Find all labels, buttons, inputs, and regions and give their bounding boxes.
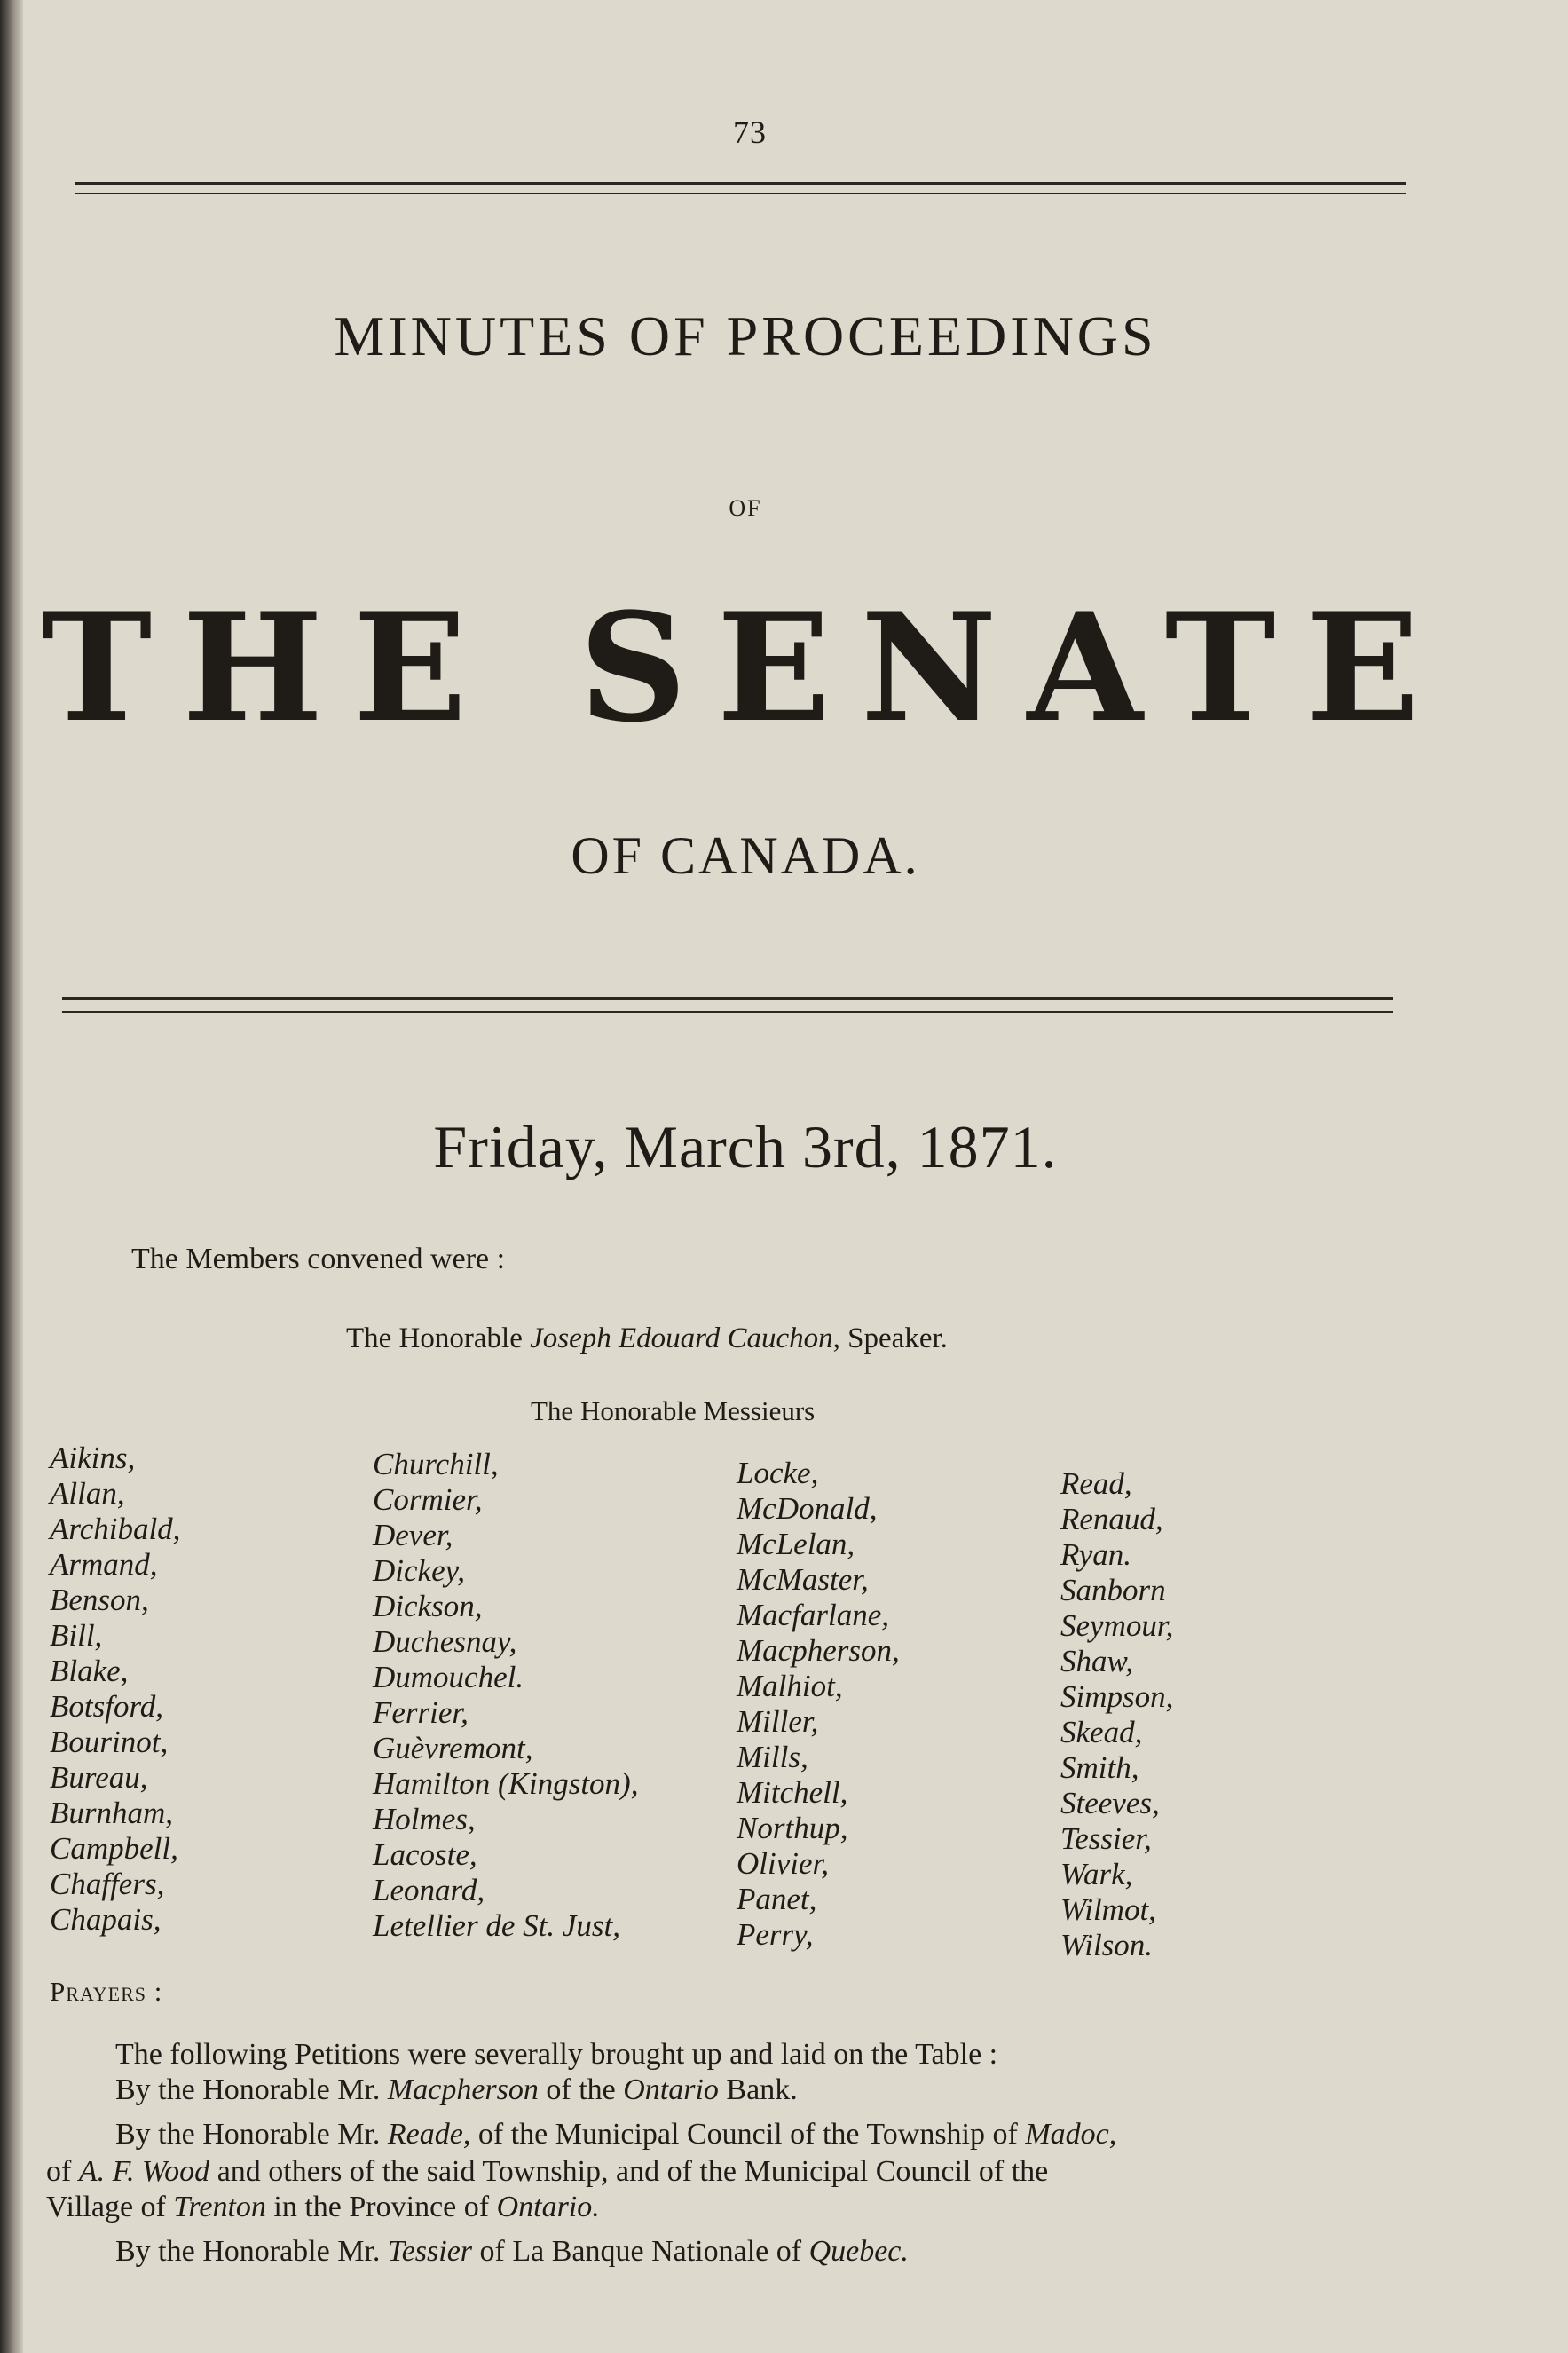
member-name: Perry,	[737, 1917, 814, 1952]
member-name: Guèvremont,	[373, 1731, 533, 1765]
petition-text: By the Honorable Mr.	[115, 2235, 388, 2268]
member-name: Skead,	[1060, 1715, 1143, 1749]
member-name: Ferrier,	[373, 1695, 469, 1730]
members-column-4	[1060, 1466, 1173, 1963]
member-name: Dever,	[373, 1518, 453, 1552]
member-name: Cormier,	[373, 1482, 483, 1517]
member-name: Duchesnay,	[373, 1624, 517, 1659]
member-name: Macpherson,	[737, 1633, 900, 1668]
member-name: Malhiot,	[737, 1669, 843, 1703]
member-name: Blake,	[50, 1654, 129, 1688]
petition-text: and others of the said Township, and of the Municipal Council of the	[209, 2155, 1049, 2188]
member-name: Simpson,	[1060, 1679, 1174, 1714]
prayers-label: Prayers :	[50, 1976, 163, 2007]
heading-the-senate: THE SENATE	[41, 580, 1450, 755]
member-name: Ryan.	[1060, 1537, 1132, 1572]
petition-reade-line-2	[46, 2155, 1048, 2189]
petition-text: of the	[538, 2073, 624, 2106]
member-name: Wilmot,	[1060, 1892, 1156, 1927]
speaker-line	[346, 1323, 948, 1355]
petition-tessier	[115, 2235, 909, 2269]
member-name: Olivier,	[737, 1846, 830, 1881]
petition-macpherson	[115, 2073, 798, 2107]
petition-name: A. F. Wood	[78, 2155, 210, 2188]
heading-minutes: MINUTES OF PROCEEDINGS	[334, 304, 1157, 367]
member-name: Holmes,	[373, 1802, 476, 1836]
member-name: Armand,	[50, 1547, 158, 1582]
petition-text: of La Banque Nationale of	[472, 2235, 809, 2268]
member-name: Dickey,	[373, 1553, 465, 1588]
member-name: Northup,	[737, 1811, 848, 1845]
petition-text: By the Honorable Mr.	[115, 2073, 388, 2106]
member-name: Mitchell,	[737, 1775, 848, 1810]
member-name: Burnham,	[50, 1796, 174, 1830]
member-name: Locke,	[737, 1456, 819, 1490]
member-name: Campbell,	[50, 1831, 178, 1866]
member-name: Hamilton (Kingston),	[373, 1766, 639, 1801]
petition-text: of the Municipal Council of the Township of	[470, 2118, 1026, 2151]
section-rule-top	[62, 997, 1393, 1000]
convened-label: The Members convened were :	[131, 1243, 506, 1275]
member-name: McMaster,	[737, 1562, 869, 1597]
messieurs-label: The Honorable Messieurs	[531, 1395, 816, 1426]
heading-of: OF	[729, 495, 762, 521]
member-name: Dickson,	[373, 1589, 483, 1623]
member-name: Tessier,	[1060, 1821, 1152, 1856]
member-name: Churchill,	[373, 1447, 499, 1481]
member-name: Seymour,	[1060, 1608, 1174, 1643]
petition-name: Tessier	[387, 2235, 473, 2268]
member-name: Bill,	[50, 1618, 103, 1653]
petition-text: Village of	[46, 2191, 174, 2223]
petition-reade-line-3	[46, 2191, 600, 2224]
petition-name: Quebec.	[808, 2235, 909, 2268]
member-name: Dumouchel.	[373, 1660, 524, 1694]
members-column-3	[737, 1456, 900, 1953]
member-name: Miller,	[737, 1704, 819, 1739]
member-name: Shaw,	[1060, 1644, 1133, 1678]
member-name: Bureau,	[50, 1760, 148, 1795]
member-name: Allan,	[50, 1476, 125, 1511]
member-name: Benson,	[50, 1583, 149, 1617]
header-rule-bottom	[75, 193, 1406, 194]
member-name: Smith,	[1060, 1750, 1139, 1785]
member-name: Bourinot,	[50, 1725, 169, 1759]
petition-name: Madoc,	[1025, 2118, 1117, 2151]
member-name: Chaffers,	[50, 1867, 165, 1901]
member-name: Wilson.	[1060, 1928, 1154, 1962]
member-name: Leonard,	[373, 1873, 485, 1907]
speaker-suffix: , Speaker.	[832, 1323, 948, 1354]
member-name: Steeves,	[1060, 1786, 1160, 1820]
petitions-intro: The following Petitions were severally brought up and laid on the Table :	[115, 2038, 998, 2071]
member-name: Macfarlane,	[737, 1598, 890, 1632]
members-column-1	[50, 1441, 180, 1938]
speaker-name: Joseph Edouard Cauchon	[530, 1323, 833, 1354]
member-name: Wark,	[1060, 1857, 1133, 1891]
members-column-2	[373, 1447, 638, 1944]
member-name: Read,	[1060, 1466, 1132, 1501]
page-number: 73	[733, 114, 767, 150]
heading-of-canada: OF CANADA.	[571, 826, 920, 885]
petition-name: Reade,	[387, 2118, 471, 2151]
petition-text: in the Province of	[265, 2191, 497, 2223]
member-name: Botsford,	[50, 1689, 164, 1724]
petition-name: Macpherson	[387, 2073, 539, 2106]
petition-name: Ontario	[623, 2073, 719, 2106]
petition-text: of	[46, 2155, 79, 2188]
member-name: Letellier de St. Just,	[373, 1908, 620, 1943]
petition-reade-line-1	[115, 2118, 1116, 2152]
member-name: Archibald,	[50, 1512, 181, 1546]
header-rule-top	[75, 182, 1406, 185]
section-rule-bottom	[62, 1011, 1393, 1013]
petition-name: Ontario.	[496, 2191, 600, 2223]
petition-text: Bank.	[718, 2073, 798, 2106]
member-name: Sanborn	[1060, 1573, 1166, 1607]
member-name: Aikins,	[50, 1441, 136, 1475]
petition-name: Trenton	[173, 2191, 266, 2223]
book-spine-shadow	[0, 0, 23, 2353]
member-name: Chapais,	[50, 1902, 162, 1937]
speaker-prefix: The Honorable	[346, 1323, 531, 1354]
petition-text: By the Honorable Mr.	[115, 2118, 388, 2151]
member-name: Panet,	[737, 1882, 817, 1916]
member-name: Renaud,	[1060, 1502, 1163, 1536]
member-name: Mills,	[737, 1740, 808, 1774]
member-name: McLelan,	[737, 1527, 855, 1561]
member-name: Lacoste,	[373, 1837, 477, 1872]
member-name: McDonald,	[737, 1491, 878, 1526]
sitting-date: Friday, March 3rd, 1871.	[433, 1113, 1058, 1180]
